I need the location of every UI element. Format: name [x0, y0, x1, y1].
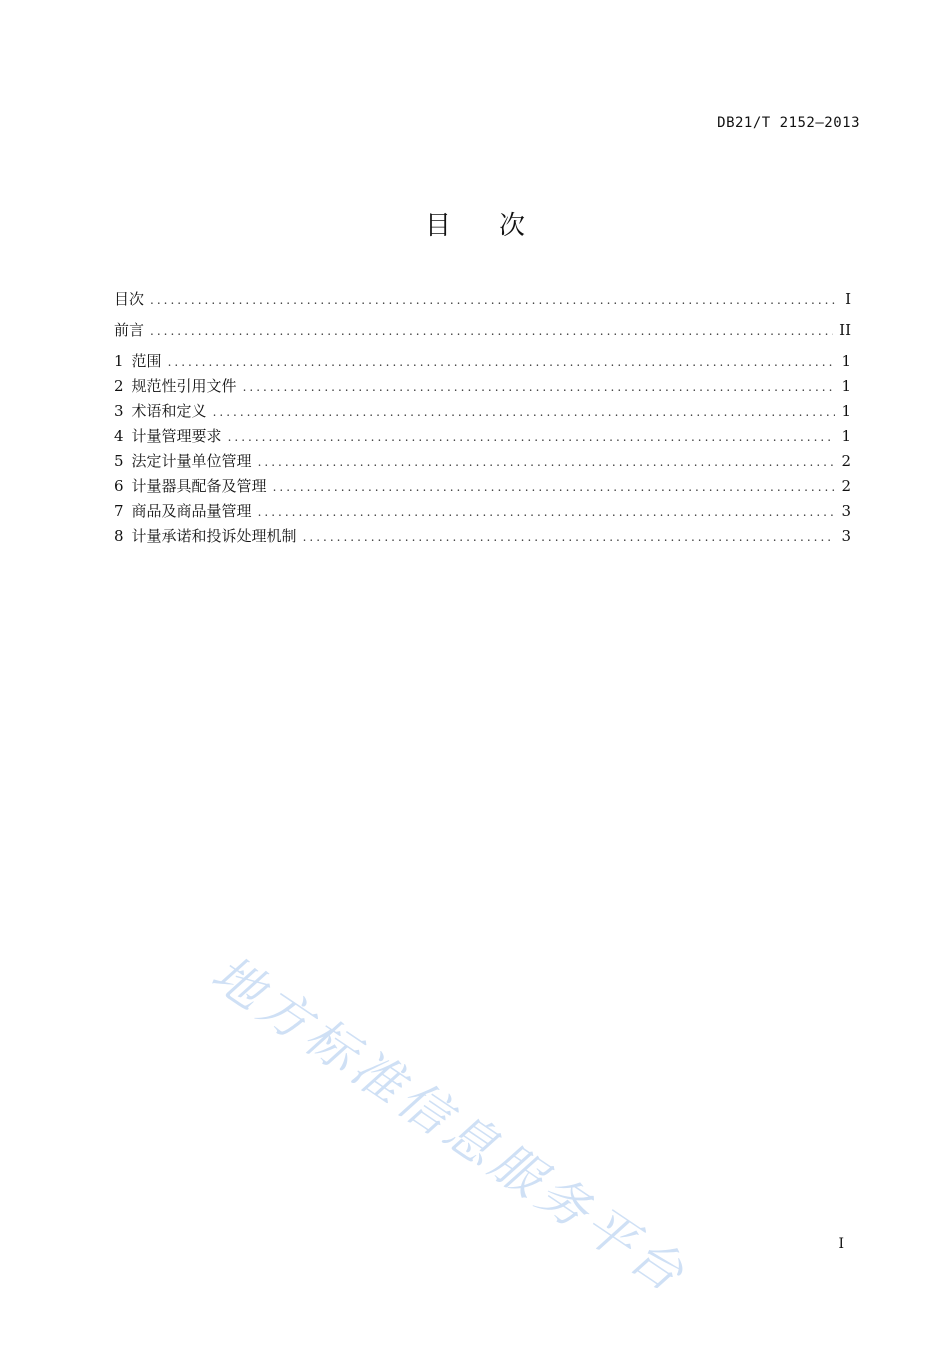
toc-entry-page: 3 [841, 502, 851, 520]
toc-entry[interactable] [114, 474, 851, 499]
toc-entry-page: 1 [841, 352, 851, 370]
toc-entry-label: 计量器具配备及管理 [131, 477, 267, 495]
page-number: I [838, 1236, 844, 1252]
watermark: 地方标准信息服务平台 [201, 944, 699, 1306]
toc-entry[interactable] [114, 524, 851, 549]
toc-entry[interactable] [114, 349, 851, 374]
toc-leader-dots [258, 500, 836, 525]
toc-leader-dots [303, 525, 836, 550]
toc-entry-label: 目次 [114, 290, 145, 308]
toc-entry-number: 1 [114, 352, 124, 370]
toc-entry-page: 1 [841, 377, 851, 395]
toc-entry-number: 6 [114, 477, 124, 495]
toc-entry-number: 3 [114, 402, 124, 420]
toc-entry[interactable] [114, 318, 851, 349]
toc-entry-number: 5 [114, 452, 124, 470]
toc-entry-number: 7 [114, 502, 124, 520]
table-of-contents [114, 287, 851, 549]
toc-entry-label: 范围 [131, 352, 162, 370]
toc-leader-dots [258, 450, 836, 475]
document-code: DB21/T 2152—2013 [717, 115, 860, 131]
toc-entry-page: I [845, 290, 851, 308]
page-title [0, 205, 950, 242]
toc-entry[interactable] [114, 424, 851, 449]
toc-entry-label: 计量承诺和投诉处理机制 [131, 527, 297, 545]
toc-entry[interactable] [114, 499, 851, 524]
toc-leader-dots [273, 475, 836, 500]
toc-entry-page: II [839, 321, 851, 339]
toc-entry-label: 术语和定义 [131, 402, 207, 420]
toc-entry[interactable] [114, 449, 851, 474]
toc-entry-page: 3 [841, 527, 851, 545]
toc-entry-label: 前言 [114, 321, 145, 339]
toc-leader-dots [150, 319, 833, 344]
toc-entry-page: 2 [841, 452, 851, 470]
toc-entry[interactable] [114, 399, 851, 424]
toc-leader-dots [213, 400, 836, 425]
toc-entry-label: 法定计量单位管理 [131, 452, 252, 470]
toc-entry-page: 2 [841, 477, 851, 495]
toc-entry-label: 计量管理要求 [131, 427, 222, 445]
toc-entry-number: 2 [114, 377, 124, 395]
toc-entry-label: 规范性引用文件 [131, 377, 237, 395]
title-char-2: 次 [499, 211, 526, 241]
toc-entry-page: 1 [841, 427, 851, 445]
toc-leader-dots [168, 350, 836, 375]
toc-leader-dots [228, 425, 836, 450]
toc-entry-label: 商品及商品量管理 [131, 502, 252, 520]
toc-leader-dots [243, 375, 836, 400]
title-char-1: 目 [424, 211, 451, 241]
toc-entry[interactable] [114, 374, 851, 399]
toc-entry[interactable] [114, 287, 851, 318]
toc-entry-page: 1 [841, 402, 851, 420]
toc-leader-dots [150, 288, 839, 313]
toc-entry-number: 4 [114, 427, 124, 445]
toc-entry-number: 8 [114, 527, 124, 545]
